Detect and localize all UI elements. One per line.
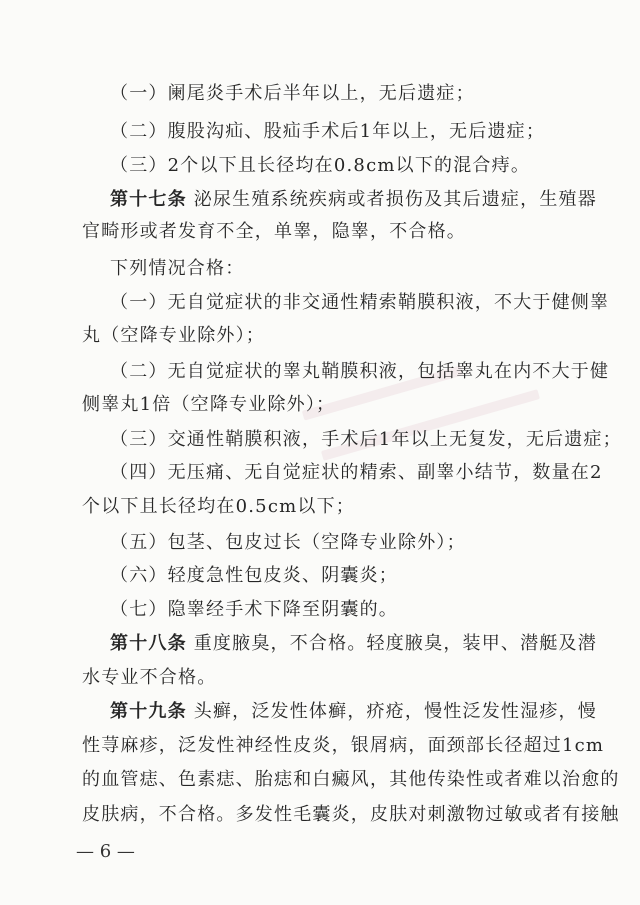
document-line: 的血管痣、色素痣、胎痣和白癜风，其他传染性或者难以治愈的 [82,769,620,790]
document-line: （二）无自觉症状的睾丸鞘膜积液，包括睾丸在内不大于健 [110,361,610,382]
article-line [110,188,597,212]
article-title: 第十八条 [110,633,187,654]
document-line: 丸（空降专业除外）； [82,325,265,346]
document-line: （五）包茎、包皮过长（空降专业除外）； [110,532,466,553]
document-line: （一）无自觉症状的非交通性精索鞘膜积液，不大于健侧睾 [110,292,610,313]
document-line: （六）轻度急性包皮炎、阴囊炎； [110,565,398,586]
document-line: 官畸形或者发育不全，单睾，隐睾，不合格。 [82,221,466,242]
document-line: （二）腹股沟疝、股疝手术后1年以上，无后遗症； [110,121,546,142]
document-line: （四）无压痛、无自觉症状的精索、副睾小结节，数量在2 [110,462,603,483]
document-line: 个以下且长径均在0.5cm以下； [82,496,355,517]
document-line: （三）2个以下且长径均在0.8cm以下的混合痔。 [110,155,531,176]
article-title: 第十七条 [110,189,187,210]
document-line: 下列情况合格： [110,258,245,279]
article-text: 泌尿生殖系统疾病或者损伤及其后遗症，生殖器 [193,189,597,210]
document-line: 皮肤病，不合格。多发性毛囊炎，皮肤对刺激物过敏或者有接触 [82,804,620,825]
article-title: 第十九条 [110,701,187,722]
document-line: （三）交通性鞘膜积液，手术后1年以上无复发，无后遗症； [110,429,622,450]
article-line [110,700,597,724]
page-number: — 6 — [76,841,135,862]
article-text: 重度腋臭，不合格。轻度腋臭，装甲、潜艇及潜 [193,633,597,654]
article-line [110,632,597,656]
document-line: （一）阑尾炎手术后半年以上，无后遗症； [110,83,475,104]
document-line: 侧睾丸1倍（空降专业除外）； [82,394,336,415]
article-text: 头癣，泛发性体癣，疥疮，慢性泛发性湿疹，慢 [193,701,597,722]
document-line: 性荨麻疹，泛发性神经性皮炎，银屑病，面颈部长径超过1cm [82,735,605,756]
document-line: （七）隐睾经手术下降至阴囊的。 [110,599,398,620]
document-line: 水专业不合格。 [82,667,217,688]
